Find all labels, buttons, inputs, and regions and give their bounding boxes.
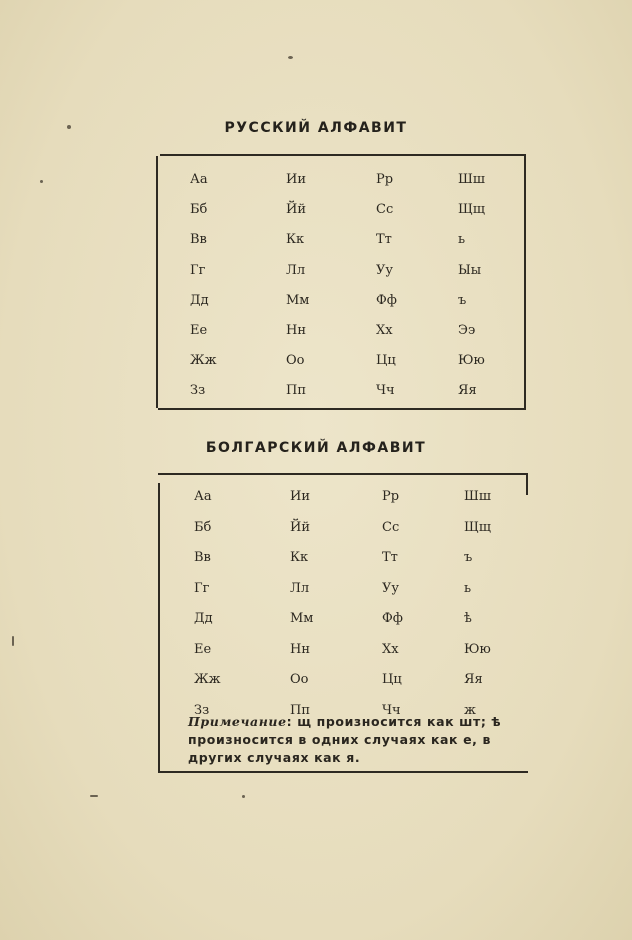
- letter-pair: Вв: [190, 232, 207, 248]
- letter-pair: Рр: [376, 172, 394, 187]
- paper-speck: [90, 795, 98, 797]
- letter-pair: Ыы: [458, 262, 482, 278]
- letter-pair: Лл: [286, 262, 306, 278]
- letter-pair: Лл: [290, 580, 310, 596]
- letter-pair: Уу: [382, 580, 400, 596]
- letter-pair: Тт: [376, 232, 392, 248]
- letter-pair: Гг: [190, 262, 206, 278]
- letter-pair: Зз: [190, 383, 206, 399]
- letter-pair: Кк: [286, 232, 305, 248]
- letter-pair: ъ: [458, 292, 467, 308]
- paper-speck: [12, 636, 14, 646]
- table-bottom-rule: [158, 771, 528, 773]
- letter-pair: Оо: [286, 353, 305, 369]
- letter-pair: Чч: [382, 702, 401, 718]
- letter-pair: Мм: [286, 292, 310, 308]
- letter-pair: ь: [458, 232, 466, 248]
- letter-pair: Сс: [376, 202, 394, 218]
- note-label: Примечание: [188, 714, 287, 729]
- letter-pair: Фф: [382, 611, 403, 626]
- letter-pair: Тт: [382, 550, 398, 565]
- letter-pair: Шш: [464, 489, 491, 504]
- letter-pair: Зз: [194, 702, 210, 718]
- letter-pair: Бб: [190, 202, 208, 218]
- letter-pair: Йй: [286, 202, 307, 218]
- letter-pair: Жж: [190, 353, 217, 369]
- russian-alphabet-title: РУССКИЙ АЛФАВИТ: [224, 120, 408, 136]
- table-bottom-rule: [158, 408, 526, 410]
- paper-speck: [67, 125, 71, 129]
- table-right-rule: [526, 473, 528, 495]
- letter-pair: Пп: [286, 383, 307, 399]
- letter-pair: Вв: [194, 550, 211, 565]
- paper-speck: [288, 56, 293, 59]
- letter-pair: Бб: [194, 519, 212, 535]
- letter-pair: Ии: [290, 489, 311, 504]
- letter-pair: Аа: [194, 489, 212, 504]
- letter-pair: ѣ: [464, 611, 472, 626]
- letter-pair: Фф: [376, 292, 397, 308]
- letter-pair: Пп: [290, 702, 311, 718]
- table-left-rule: [158, 483, 160, 773]
- letter-pair: Шш: [458, 172, 485, 187]
- letter-pair: Юю: [458, 353, 485, 369]
- letter-pair: Мм: [290, 611, 314, 626]
- letter-pair: Оо: [290, 672, 309, 687]
- letter-pair: Нн: [290, 641, 311, 657]
- table-top-rule: [158, 473, 526, 475]
- letter-pair: Жж: [194, 672, 221, 687]
- letter-pair: Дд: [194, 611, 213, 626]
- letter-pair: Рр: [382, 489, 400, 504]
- letter-pair: ь: [464, 580, 472, 596]
- table-left-rule: [156, 156, 158, 408]
- letter-pair: Юю: [464, 641, 491, 657]
- letter-pair: Щщ: [464, 519, 491, 535]
- letter-pair: Ээ: [458, 323, 476, 338]
- letter-pair: Хх: [376, 323, 393, 338]
- letter-pair: Гг: [194, 580, 210, 596]
- letter-pair: Сс: [382, 519, 400, 535]
- bulgarian-alphabet-title: БОЛГАРСКИЙ АЛФАВИТ: [205, 440, 427, 456]
- paper-speck: [242, 795, 245, 798]
- letter-pair: Хх: [382, 641, 399, 657]
- letter-pair: Аа: [190, 172, 208, 187]
- letter-pair: Йй: [290, 519, 311, 535]
- table-right-rule: [524, 154, 526, 408]
- russian-alphabet-table: [156, 154, 526, 410]
- letter-pair: ъ: [464, 550, 473, 565]
- letter-pair: ж: [464, 702, 476, 718]
- letter-pair: Ее: [194, 641, 212, 657]
- letter-pair: Ии: [286, 172, 307, 187]
- letter-pair: Яя: [464, 672, 483, 687]
- pronunciation-note: [188, 713, 528, 767]
- letter-pair: Цц: [382, 672, 402, 687]
- letter-pair: Дд: [190, 292, 209, 308]
- letter-pair: Цц: [376, 353, 396, 369]
- table-top-rule: [160, 154, 526, 156]
- letter-pair: Уу: [376, 262, 394, 278]
- letter-pair: Яя: [458, 383, 477, 399]
- paper-speck: [40, 180, 43, 183]
- note-text: : щ произносится как шт; ѣ произносится в одних случаях как е, в других случаях как я.: [188, 714, 502, 765]
- bulgarian-alphabet-table: [158, 473, 528, 773]
- letter-pair: Щщ: [458, 202, 485, 218]
- letter-pair: Чч: [376, 383, 395, 399]
- letter-pair: Нн: [286, 323, 307, 338]
- letter-pair: Ее: [190, 323, 208, 338]
- letter-pair: Кк: [290, 550, 309, 565]
